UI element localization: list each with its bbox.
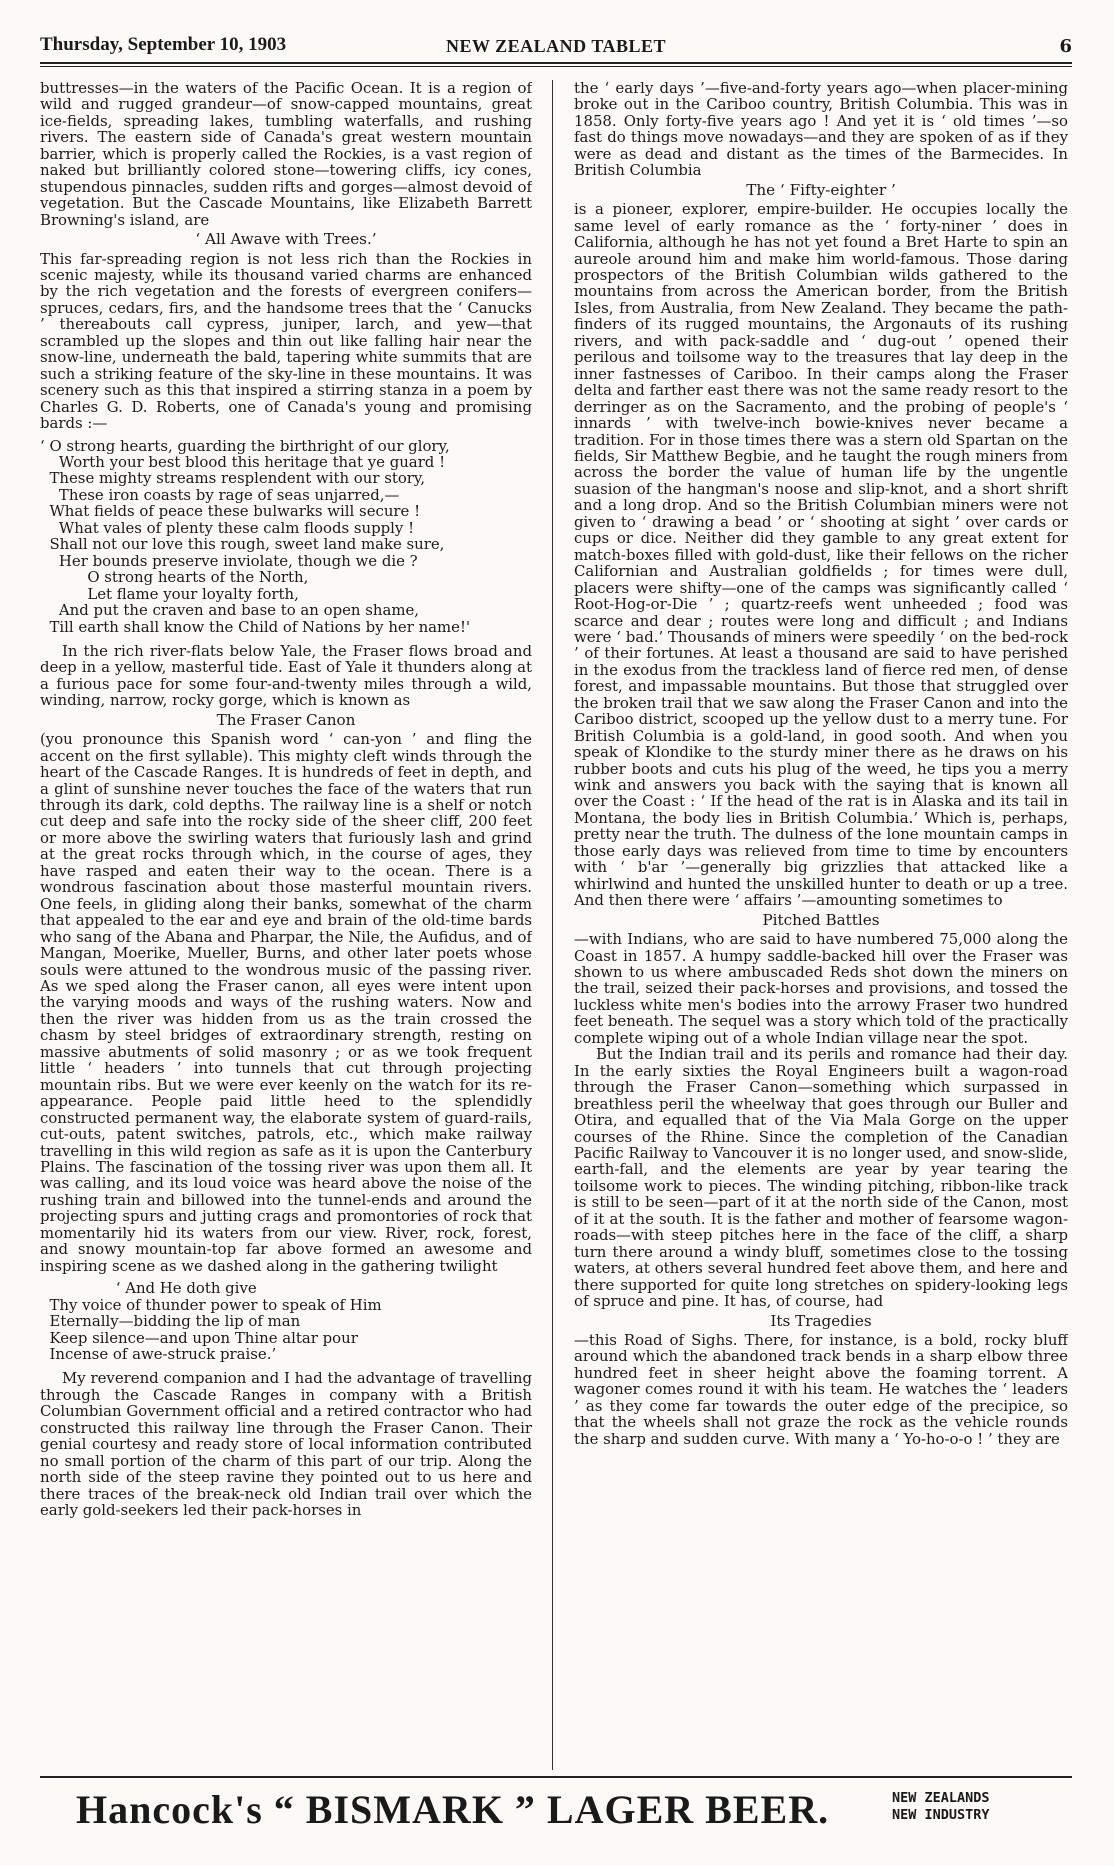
- subheading: The Fraser Canon: [216, 710, 356, 729]
- paragraph: In the rich river-flats below Yale, the Fraser flows broad and deep in a yellow, masterful tide. East of Yale it thunders along at a furious pace for some four-and-twenty miles through a wild, winding, narrow, rocky gorge, which is known as: [40, 641, 532, 710]
- footer-rule: [40, 1776, 1072, 1778]
- poem-line: These iron coasts by rage of seas unjarred,—: [40, 485, 400, 504]
- column-divider: [552, 80, 553, 1770]
- poem-line: Thy voice of thunder power to speak of Him: [40, 1295, 382, 1314]
- poem-line: Eternally—bidding the lip of man: [40, 1312, 301, 1331]
- page-header: [40, 34, 1072, 60]
- poem-line: ‘ And He doth give: [40, 1279, 257, 1298]
- paragraph: This far-spreading region is not less rich than the Rockies in scenic majesty, while its thousand varied charms are enhanced by the rich vegetation and the forests of evergreen conifers—spruces, cedars, firs, and the handsome trees that the ‘ Canucks ’ thereabouts call cypress, juniper, larch, and yew—that scrambled up the slopes and thin out like falling hair near the snow-line, underneath the bald, tapering white summits that are such a striking feature of the sky-line in these mountains. It was scenery such as this that inspired a stirring stanza in a poem by Charles G. D. Roberts, one of Canada's young and promising bards :—: [40, 249, 532, 433]
- poem-stanza: [40, 1280, 532, 1362]
- quote-line: ‘ All Awave with Trees.’: [195, 230, 377, 249]
- poem-line: What fields of peace these bulwarks will secure !: [40, 502, 421, 521]
- page-number: 6: [1059, 36, 1072, 57]
- subheading: The ‘ Fifty-eighter ’: [746, 180, 896, 199]
- ad-tagline-line: NEW INDUSTRY: [892, 1807, 990, 1823]
- poem-line: ‘ O strong hearts, guarding the birthright of our glory,: [40, 436, 450, 455]
- poem-line: What vales of plenty these calm floods supply !: [40, 518, 415, 537]
- poem-line: Worth your best blood this heritage that ye guard !: [40, 452, 446, 471]
- subheading: Its Tragedies: [770, 1311, 872, 1330]
- paragraph: is a pioneer, explorer, empire-builder. He occupies locally the same level of early romance as the ‘ forty-niner ’ does in California, although he has not yet found a Bret Harte to spin an aureole around him and make him world-famous. Those daring prospectors of the British Columbian wilds gathered to the mountains from across the American border, from the British Isles, from Australia, from New Zealand. They became the path-finders of its rugged mountains, the Argonauts of its rushing rivers, and with pack-saddle and ‘ dug-out ’ opened their perilous and toilsome way to the treasures that lay deep in the inner fastnesses of Cariboo. In their camps along the Fraser delta and farther east there was not the same ready resort to the derringer as on the Sacramento, and the probing of people's ‘ innards ’ with twelve-inch bowie-knives never became a tradition. For in those times there was a stern old Spartan on the fields, Sir Matthew Begbie, and he taught the rough miners from across the border the value of human life by the ungentle suasion of the hangman's noose and slip-knot, and a short shrift and a long drop. And so the British Columbian miners were not given to ‘ drawing a bead ’ or ‘ shooting at sight ’ over cards or cups or dice. Neither did they gamble to any great extent for match-boxes filled with gold-dust, like their fellows on the richer Californian and Australian goldfields ; for times were dull, placers were shifty—one of the camps was significantly called ‘ Root-Hog-or-Die ’ ; quartz-reefs went unheeded ; food was scarce and dear ; routes were long and difficult ; and Indians were ‘ bad.’ Thousands of miners were speedily ‘ on the bed-rock ’ of their fortunes. At least a thousand are said to have perished in the exodus from the trackless land of fierce red men, of dense forest, and impassable mountains. But those that struggled over the broken trail that we saw along the Fraser Canon and into the Cariboo district, scooped up the yellow dust to a merry tune. For British Columbia is a gold-land, in good sooth. And when you speak of Klondike to the sturdy miner there as he draws on his rubber boots and cuts his plug of the weed, he tips you a merry wink and answers you back with the saying that is known all over the Coast : ‘ If the head of the rat is in Alaska and its tail in Montana, the body lies in British Columbia.’ Which is, perhaps, pretty near the truth. The dulness of the lone mountain camps in those early days was relieved from time to time by encounters with ‘ b'ar ’—generally big grizzlies that attacked like a whirlwind and hunted the unskilled hunter to death or up a tree. And then there were ‘ affairs ’—amounting sometimes to: [574, 200, 1068, 910]
- ad-tagline: [892, 1790, 990, 1824]
- poem-line: Keep silence—and upon Thine altar pour: [40, 1328, 358, 1347]
- poem-line: Her bounds preserve inviolate, though we die ?: [40, 551, 418, 570]
- ad-headline: Hancock's “ BISMARK ” LAGER BEER.: [76, 1787, 830, 1832]
- paragraph: —with Indians, who are said to have numbered 75,000 along the Coast in 1857. A humpy saddle-backed hill over the Fraser was shown to us where ambuscaded Reds shot down the miners on the trail, seized their pack-horses and provisions, and tossed the luckless white men's bodies into the arrowy Fraser two hundred feet beneath. The sequel was a story which told of the practically complete wiping out of a whole Indian village near the spot.: [574, 930, 1068, 1047]
- poem-line: Shall not our love this rough, sweet land make sure,: [40, 535, 445, 554]
- paragraph: buttresses—in the waters of the Pacific Ocean. It is a region of wild and rugged grandeur—of snow-capped mountains, great ice-fields, spreading lakes, tumbling waterfalls, and rushing rivers. The eastern side of Canada's great western mountain barrier, which is properly called the Rockies, is a vast region of naked but brilliantly colored stone—towering cliffs, icy cones, stupendous pinnacles, sudden rifts and gorges—almost devoid of vegetation. But the Cascade Mountains, like Elizabeth Barrett Browning's island, are: [40, 80, 532, 229]
- subheading: Pitched Battles: [762, 910, 880, 929]
- poem-line: O strong hearts of the North,: [40, 568, 309, 587]
- paragraph: (you pronounce this Spanish word ‘ can-yon ’ and fling the accent on the first syllable). This mighty cleft winds through the heart of the Cascade Ranges. It is hundreds of feet in depth, and a glint of sunshine never touches the face of the waters that run through its dark, cold depths. The railway line is a shelf or notch cut deep and safe into the rocky side of the sheer cliff, 200 feet or more above the swirling waters that furiously lash and grind at the great rocks through which, in the course of ages, they have rasped and eaten their way to the ocean. There is a wondrous fascination about those masterful mountain rivers. One feels, in gliding along their banks, somewhat of the charm that appealed to the ear and eye and brain of the old-time bards who sang of the Abana and Pharpar, the Nile, the Aufidus, and of Mangan, Moerike, Mueller, Burns, and other later poets whose souls were attuned to the wondrous music of the passing river. As we sped along the Fraser canon, all eyes were intent upon the varying moods and ways of the rushing waters. Now and then the river was hidden from us as the train crossed the chasm by steel bridges of extraordinary strength, resting on massive abutments of solid masonry ; or as we took frequent little ‘ headers ’ into tunnels that cut through projecting mountain ribs. But we were ever keenly on the watch for its re-appearance. People paid little heed to the splendidly constructed permanent way, the elaborate system of guard-rails, cut-outs, patent switches, patrols, etc., which make railway travelling in this wild region as safe as it is upon the Canterbury Plains. The fascination of the tossing river was upon them all. It was calling, and its loud voice was heard above the noise of the rushing train and billowed into the tunnel-ends and around the projecting spurs and jutting crags and promontories of rock that momentarily hid its waters from our view. River, rock, forest, and snowy mountain-top far above formed an awesome and inspiring scene as we dashed along in the gathering twilight: [40, 730, 532, 1275]
- issue-date: Thursday, September 10, 1903: [40, 34, 287, 55]
- header-rule-thin: [40, 66, 1072, 67]
- poem-line: Till earth shall know the Child of Nations by her name!': [40, 617, 471, 636]
- advertisement: [40, 1782, 1072, 1842]
- paragraph: My reverend companion and I had the advantage of travelling through the Cascade Ranges in company with a British Columbian Government official and a retired contractor who had constructed this railway line through the Fraser Canon. Their genial courtesy and ready store of local information contributed no small portion of the charm of this part of our trip. Along the north side of the steep ravine they pointed out to us here and there traces of the break-neck old Indian trail over which the early gold-seekers led their pack-horses in: [40, 1369, 532, 1520]
- paragraph: But the Indian trail and its perils and romance had their day. In the early sixties the Royal Engineers built a wagon-road through the Fraser Canon—something which surpassed in breathless peril the wheelway that goes through our Buller and Otira, and equalled that of the Via Mala Gorge on the upper courses of the Rhine. Since the completion of the Canadian Pacific Railway to Vancouver it is no longer used, and snow-slide, earth-fall, and the elements are year by year tearing the toilsome work to pieces. The winding pitching, ribbon-like track is still to be seen—part of it at the north side of the Canon, most of it at the south. It is the father and mother of fearsome wagon-roads—with steep pitches here in the face of the cliff, a sharp turn there around a windy bluff, sometimes close to the tossing waters, at others several hundred feet above them, and here and there supported for quite long stretches on spidery-looking legs of spruce and pine. It has, of course, had: [574, 1045, 1068, 1311]
- paragraph: the ‘ early days ’—five-and-forty years ago—when placer-mining broke out in the Cariboo country, British Columbia. This was in 1858. Only forty-five years ago ! And yet it is ‘ old times ’—so fast do things move nowadays—and they are spoken of as if they were as dead and distant as the times of the Barmecides. In British Columbia: [574, 80, 1068, 180]
- poem-line: These mighty streams resplendent with our story,: [40, 469, 426, 488]
- poem-line: Let flame your loyalty forth,: [40, 584, 299, 603]
- paragraph: —this Road of Sighs. There, for instance, is a bold, rocky bluff around which the abandoned track bends in a sharp elbow three hundred feet in sheer height above the foaming torrent. A wagoner comes round it with his team. He watches the ‘ leaders ’ as they come far towards the outer edge of the precipice, so that the wheels shall not graze the rock as the vehicle rounds the sharp and sudden curve. With many a ‘ Yo-ho-o-o ! ’ they are: [574, 1330, 1068, 1448]
- newspaper-title: NEW ZEALAND TABLET: [445, 36, 667, 56]
- poem-line: And put the craven and base to an open shame,: [40, 601, 420, 620]
- header-rule: [40, 62, 1072, 64]
- right-column: [574, 80, 1068, 1765]
- ad-tagline-line: NEW ZEALANDS: [892, 1790, 990, 1806]
- poem-line: Incense of awe-struck praise.’: [40, 1344, 277, 1363]
- left-column: [40, 80, 532, 1765]
- poem-stanza: [40, 438, 532, 635]
